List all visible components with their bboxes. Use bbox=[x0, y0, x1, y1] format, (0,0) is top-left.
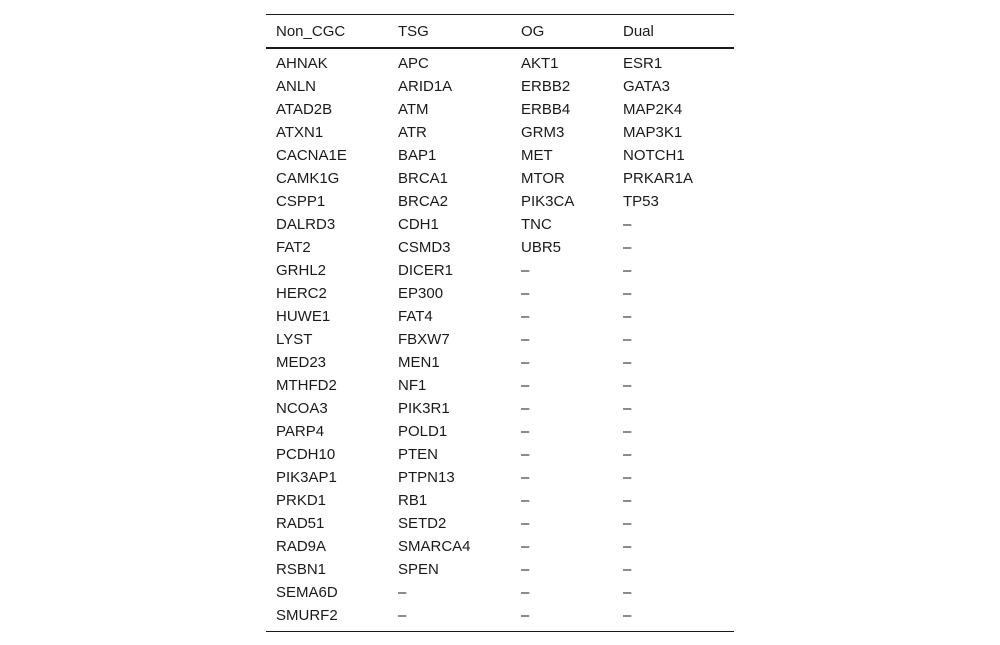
table-row bbox=[266, 48, 734, 75]
table-row bbox=[266, 604, 734, 632]
cell-tsg: – bbox=[398, 607, 407, 624]
cell-dual: NOTCH1 bbox=[623, 147, 685, 164]
cell-og: – bbox=[521, 469, 530, 486]
cell-tsg: SMARCA4 bbox=[398, 538, 471, 555]
cell-dual: – bbox=[623, 239, 632, 256]
cell-non-cgc: CAMK1G bbox=[276, 170, 340, 187]
table-row bbox=[266, 581, 734, 604]
cell-og: MET bbox=[521, 147, 553, 164]
cell-og: – bbox=[521, 262, 530, 279]
cell-dual: – bbox=[623, 561, 632, 578]
table-row bbox=[266, 259, 734, 282]
cell-dual: – bbox=[623, 607, 632, 624]
cell-dual: – bbox=[623, 469, 632, 486]
cell-dual: – bbox=[623, 262, 632, 279]
cell-tsg: POLD1 bbox=[398, 423, 448, 440]
table-row bbox=[266, 121, 734, 144]
cell-dual: ESR1 bbox=[623, 55, 663, 72]
cell-non-cgc: HERC2 bbox=[276, 285, 327, 302]
cell-tsg: BAP1 bbox=[398, 147, 437, 164]
table-row bbox=[266, 512, 734, 535]
cell-dual: – bbox=[623, 216, 632, 233]
cell-tsg: CSMD3 bbox=[398, 239, 451, 256]
cell-tsg: RB1 bbox=[398, 492, 428, 509]
cell-non-cgc: CACNA1E bbox=[276, 147, 347, 164]
cell-og: – bbox=[521, 400, 530, 417]
cell-dual: GATA3 bbox=[623, 78, 670, 95]
table-row bbox=[266, 305, 734, 328]
table-row bbox=[266, 98, 734, 121]
cell-tsg: EP300 bbox=[398, 285, 444, 302]
cell-og: TNC bbox=[521, 216, 552, 233]
header-tsg: TSG bbox=[398, 22, 429, 40]
table-row bbox=[266, 328, 734, 351]
header-non-cgc: Non_CGC bbox=[276, 22, 346, 40]
cell-non-cgc: CSPP1 bbox=[276, 193, 326, 210]
cell-og: – bbox=[521, 354, 530, 371]
cell-dual: – bbox=[623, 538, 632, 555]
table-row bbox=[266, 420, 734, 443]
cell-tsg: PTEN bbox=[398, 446, 439, 463]
cell-non-cgc: NCOA3 bbox=[276, 400, 328, 417]
cell-og: – bbox=[521, 423, 530, 440]
cell-dual: – bbox=[623, 354, 632, 371]
table-row bbox=[266, 351, 734, 374]
cell-og: ERBB2 bbox=[521, 78, 571, 95]
cell-non-cgc: ATXN1 bbox=[276, 124, 324, 141]
cell-tsg: APC bbox=[398, 55, 429, 72]
cell-og: – bbox=[521, 377, 530, 394]
header-row bbox=[266, 15, 734, 49]
cell-non-cgc: SEMA6D bbox=[276, 584, 338, 601]
cell-dual: – bbox=[623, 423, 632, 440]
table-row bbox=[266, 535, 734, 558]
cell-og: – bbox=[521, 285, 530, 302]
cell-og: MTOR bbox=[521, 170, 565, 187]
cell-dual: PRKAR1A bbox=[623, 170, 694, 187]
cell-non-cgc: ATAD2B bbox=[276, 101, 333, 118]
cell-dual: MAP2K4 bbox=[623, 101, 683, 118]
cell-tsg: ARID1A bbox=[398, 78, 453, 95]
table-row bbox=[266, 558, 734, 581]
cell-dual: – bbox=[623, 285, 632, 302]
cell-non-cgc: PIK3AP1 bbox=[276, 469, 337, 486]
cell-og: – bbox=[521, 584, 530, 601]
cell-dual: – bbox=[623, 492, 632, 509]
cell-tsg: PTPN13 bbox=[398, 469, 455, 486]
cell-tsg: SPEN bbox=[398, 561, 439, 578]
cell-tsg: BRCA2 bbox=[398, 193, 449, 210]
cell-tsg: BRCA1 bbox=[398, 170, 449, 187]
cell-non-cgc: ANLN bbox=[276, 78, 317, 95]
cell-tsg: ATR bbox=[398, 124, 427, 141]
table-row bbox=[266, 443, 734, 466]
cell-og: AKT1 bbox=[521, 55, 559, 72]
cell-tsg: – bbox=[398, 584, 407, 601]
cell-og: – bbox=[521, 331, 530, 348]
cell-og: – bbox=[521, 538, 530, 555]
cell-dual: TP53 bbox=[623, 193, 659, 210]
cell-og: – bbox=[521, 561, 530, 578]
table-row bbox=[266, 144, 734, 167]
table-row bbox=[266, 374, 734, 397]
cell-tsg: MEN1 bbox=[398, 354, 440, 371]
cell-dual: – bbox=[623, 400, 632, 417]
table-body bbox=[266, 48, 734, 632]
table-row bbox=[266, 167, 734, 190]
cell-tsg: NF1 bbox=[398, 377, 427, 394]
cell-dual: – bbox=[623, 584, 632, 601]
cell-tsg: FBXW7 bbox=[398, 331, 450, 348]
cell-og: – bbox=[521, 446, 530, 463]
cell-dual: – bbox=[623, 446, 632, 463]
cell-non-cgc: SMURF2 bbox=[276, 607, 338, 624]
header-dual: Dual bbox=[623, 22, 654, 40]
cell-non-cgc: HUWE1 bbox=[276, 308, 331, 325]
cell-non-cgc: RAD51 bbox=[276, 515, 325, 532]
table-row bbox=[266, 190, 734, 213]
cell-non-cgc: AHNAK bbox=[276, 55, 328, 72]
table-row bbox=[266, 213, 734, 236]
table-row bbox=[266, 466, 734, 489]
table-row bbox=[266, 397, 734, 420]
cell-og: – bbox=[521, 515, 530, 532]
cell-non-cgc: PCDH10 bbox=[276, 446, 336, 463]
cell-og: ERBB4 bbox=[521, 101, 571, 118]
cell-tsg: SETD2 bbox=[398, 515, 447, 532]
cell-tsg: FAT4 bbox=[398, 308, 433, 325]
cell-tsg: DICER1 bbox=[398, 262, 454, 279]
cell-non-cgc: PARP4 bbox=[276, 423, 325, 440]
table-row bbox=[266, 236, 734, 259]
cell-og: UBR5 bbox=[521, 239, 562, 256]
table-row bbox=[266, 75, 734, 98]
cell-non-cgc: RAD9A bbox=[276, 538, 327, 555]
cell-non-cgc: MTHFD2 bbox=[276, 377, 337, 394]
cell-non-cgc: LYST bbox=[276, 331, 313, 348]
cell-og: PIK3CA bbox=[521, 193, 575, 210]
cell-tsg: PIK3R1 bbox=[398, 400, 450, 417]
table-row bbox=[266, 489, 734, 512]
cell-non-cgc: RSBN1 bbox=[276, 561, 327, 578]
cell-non-cgc: MED23 bbox=[276, 354, 327, 371]
cell-og: – bbox=[521, 308, 530, 325]
cell-dual: – bbox=[623, 308, 632, 325]
cell-dual: MAP3K1 bbox=[623, 124, 683, 141]
cell-non-cgc: PRKD1 bbox=[276, 492, 327, 509]
table-header bbox=[266, 15, 734, 49]
cell-og: – bbox=[521, 492, 530, 509]
cell-non-cgc: FAT2 bbox=[276, 239, 311, 256]
cell-og: GRM3 bbox=[521, 124, 565, 141]
cell-non-cgc: GRHL2 bbox=[276, 262, 327, 279]
cell-tsg: ATM bbox=[398, 101, 429, 118]
cell-tsg: CDH1 bbox=[398, 216, 439, 233]
cell-og: – bbox=[521, 607, 530, 624]
cell-dual: – bbox=[623, 377, 632, 394]
cell-dual: – bbox=[623, 331, 632, 348]
gene-table-container bbox=[266, 14, 734, 632]
table-row bbox=[266, 282, 734, 305]
cell-non-cgc: DALRD3 bbox=[276, 216, 336, 233]
gene-table bbox=[266, 14, 734, 632]
header-og: OG bbox=[521, 22, 545, 40]
cell-dual: – bbox=[623, 515, 632, 532]
